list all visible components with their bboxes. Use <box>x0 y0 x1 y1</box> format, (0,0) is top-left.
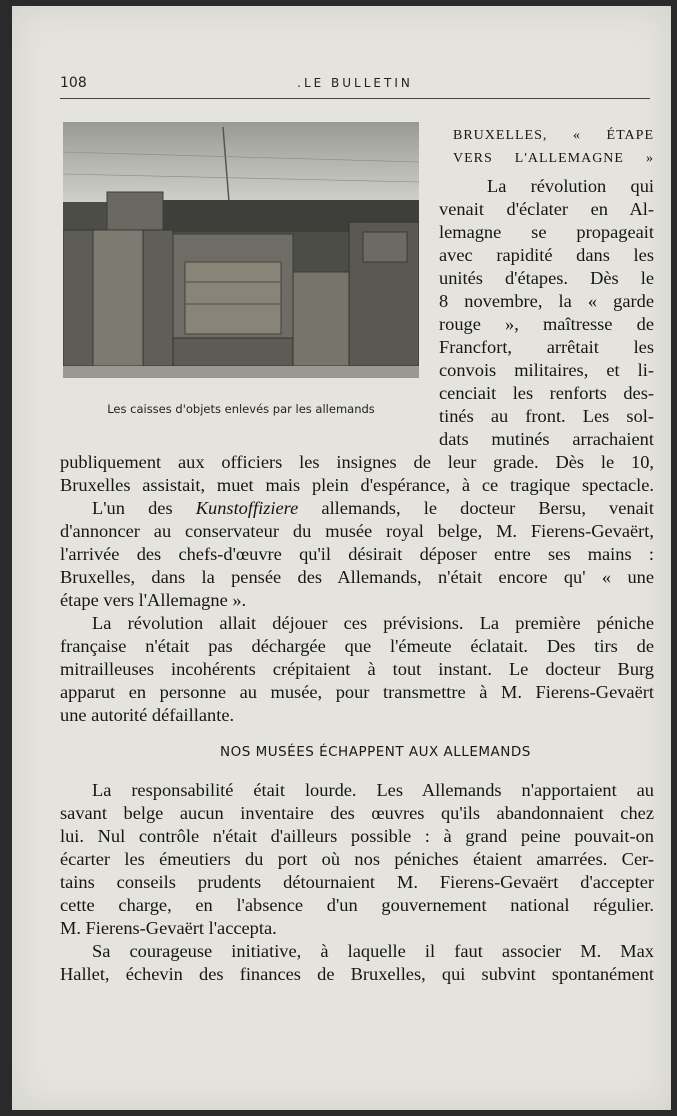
text-line: d'annoncer au conservateur du musée royal belge, M. Fierens-Gevaërt, <box>60 521 654 541</box>
photo-caption: Les caisses d'objets enlevés par les allemands <box>107 402 375 416</box>
text-line: française n'était pas déchargée que l'émeute éclatait. Des tirs de <box>60 636 654 656</box>
text-line: tains conseils prudents détournaient M. Fierens-Gevaërt d'accepter <box>60 872 654 892</box>
page-header <box>60 74 650 99</box>
text-run: L'un des <box>92 498 196 518</box>
section-title-line: VERS L'ALLEMAGNE » <box>453 151 654 166</box>
text-line: avec rapidité dans les <box>439 245 654 265</box>
text-line: lui. Nul contrôle n'était d'ailleurs possible : à grand peine pouvait-on <box>60 826 654 846</box>
text-line: Hallet, échevin des finances de Bruxelles, qui subvint spontanément <box>60 964 654 984</box>
text-line: La révolution allait déjouer ces prévisions. La première péniche <box>92 613 654 633</box>
italic-term: Kunstoffiziere <box>195 498 299 518</box>
text-line <box>92 497 654 520</box>
text-line: dats mutinés arrachaient <box>439 429 654 449</box>
text-line: Bruxelles, dans la pensée des Allemands, n'était encore qu' « une <box>60 567 654 587</box>
text-line: lemagne se propageait <box>439 222 654 242</box>
crates-photo <box>63 122 419 378</box>
text-line: rouge », maîtresse de <box>439 314 654 334</box>
section-heading: NOS MUSÉES ÉCHAPPENT AUX ALLEMANDS <box>220 744 531 760</box>
text-line: cette charge, en l'absence d'un gouvernement national régulier. <box>60 895 654 915</box>
text-line: Francfort, arrêtait les <box>439 337 654 357</box>
text-line: cenciait les renforts des- <box>439 383 654 403</box>
running-title: .LE BULLETIN <box>297 76 413 90</box>
page <box>12 6 671 1110</box>
text-line: unités d'étapes. Dès le <box>439 268 654 288</box>
text-run: allemands, le docteur Bersu, venait <box>298 498 654 518</box>
text-line: étape vers l'Allemagne ». <box>60 590 247 610</box>
text-line: Bruxelles assistait, muet mais plein d'espérance, à ce tragique spectacle. <box>60 475 654 495</box>
text-line: La révolution qui <box>487 176 654 196</box>
text-line: M. Fierens-Gevaërt l'accepta. <box>60 918 277 938</box>
text-line: La responsabilité était lourde. Les Allemands n'apportaient au <box>92 780 654 800</box>
text-line: 8 novembre, la « garde <box>439 291 654 311</box>
text-line: tinés au front. Les sol- <box>439 406 654 426</box>
text-line: publiquement aux officiers les insignes de leur grade. Dès le 10, <box>60 452 654 472</box>
text-line: une autorité défaillante. <box>60 705 235 725</box>
text-line: écarter les émeutiers du port où nos péniches étaient amarrées. Cer- <box>60 849 654 869</box>
section-title-line: BRUXELLES, « ÉTAPE <box>453 128 654 143</box>
text-line: apparut en personne au musée, pour transmettre à M. Fierens-Gevaërt <box>60 682 654 702</box>
text-line: venait d'éclater en Al- <box>439 199 654 219</box>
page-number: 108 <box>60 75 87 91</box>
text-line: Sa courageuse initiative, à laquelle il faut associer M. Max <box>92 941 654 961</box>
text-line: convois militaires, et li- <box>439 360 654 380</box>
text-line: mitrailleuses incohérents crépitaient à tout instant. Le docteur Burg <box>60 659 654 679</box>
text-line: l'arrivée des chefs-d'œuvre qu'il désirait déposer entre ses mains : <box>60 544 654 564</box>
text-line: savant belge aucun inventaire des œuvres qu'ils abandonnaient chez <box>60 803 654 823</box>
